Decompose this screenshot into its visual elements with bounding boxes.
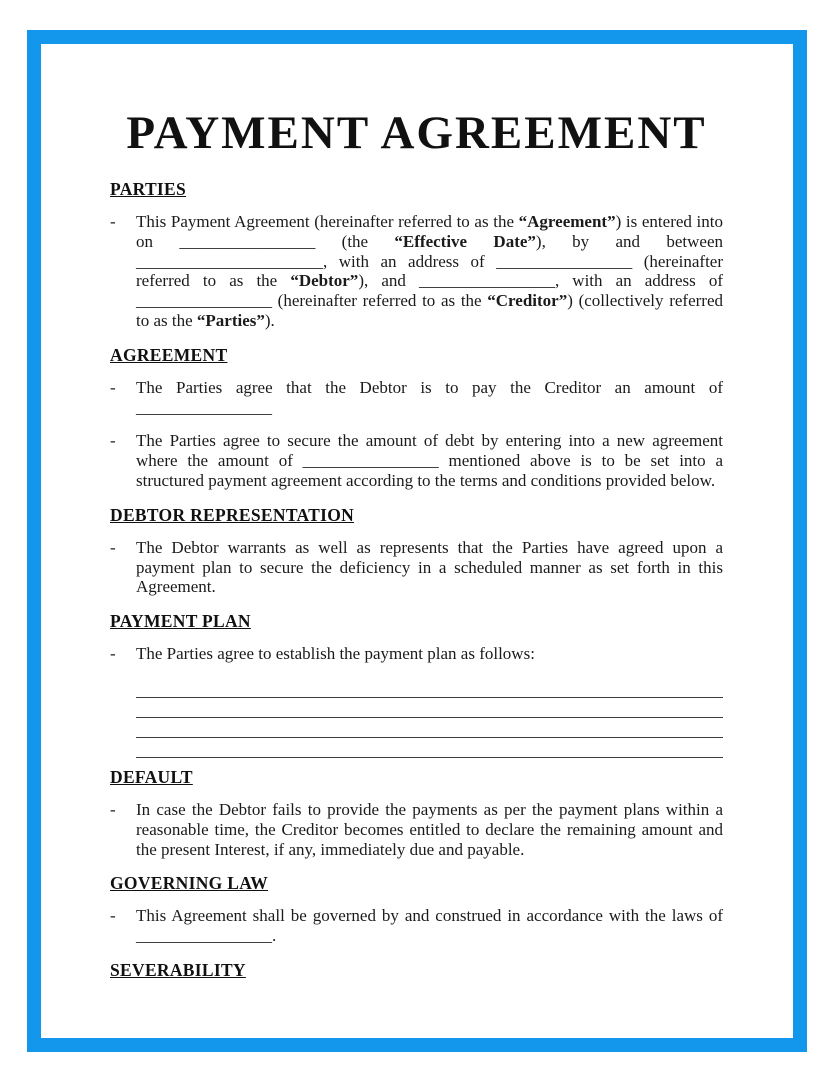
document-title: PAYMENT AGREEMENT — [126, 107, 707, 159]
defined-term: “Effective Date” — [394, 231, 536, 251]
list-dash-marker: - — [110, 212, 116, 231]
list-item — [110, 431, 723, 490]
text-segment: ), and ________________, with an address of ________________ (hereinafter referred to as the — [136, 271, 724, 311]
blank-rule-line — [136, 698, 723, 718]
defined-term: “Debtor” — [290, 271, 359, 291]
section-heading: SEVERABILITY — [110, 959, 246, 980]
blank-rule-line — [136, 738, 723, 758]
list-item-text — [136, 906, 723, 946]
list-dash-marker: - — [110, 537, 116, 557]
document-section — [110, 873, 723, 946]
list-dash-marker: - — [110, 644, 116, 664]
document-section — [110, 960, 723, 980]
list-item — [110, 538, 723, 597]
list-item — [110, 906, 723, 946]
text-segment: The Parties agree to establish the payment plan as follows: — [136, 644, 535, 664]
fill-in-lines — [136, 678, 723, 758]
section-heading: GOVERNING LAW — [110, 873, 269, 894]
defined-term: “Agreement” — [518, 212, 616, 231]
text-segment: ) (collectively referred to as the — [136, 291, 723, 330]
text-segment: The Parties agree to secure the amount of debt by entering into a new agreement where the amount of ________________ mentioned above is to be set into a structured payment agreement according to the terms and conditions provided below. — [136, 431, 723, 490]
page-border-frame — [27, 30, 807, 1052]
document-section — [110, 505, 723, 597]
text-segment: This Payment Agreement (hereinafter referred to as the — [136, 212, 519, 231]
section-heading: DEFAULT — [110, 766, 193, 787]
document-section — [110, 767, 723, 859]
document-page — [41, 44, 793, 1038]
list-item — [110, 378, 723, 418]
document-section — [110, 345, 723, 491]
section-heading: PARTIES — [110, 179, 187, 199]
text-segment: This Agreement shall be governed by and construed in accordance with the laws of ________________. — [136, 906, 723, 946]
list-item-text — [136, 800, 723, 859]
document-sections — [110, 179, 723, 980]
text-segment: ), by and between ______________________, with an address of ________________ (hereinafter referred to as the — [136, 231, 723, 291]
section-heading: DEBTOR REPRESENTATION — [110, 504, 355, 525]
list-dash-marker: - — [110, 377, 116, 397]
section-heading: AGREEMENT — [110, 344, 228, 365]
text-segment: ) is entered into on ________________ (the — [136, 212, 723, 251]
defined-term: “Parties” — [196, 310, 265, 330]
list-dash-marker: - — [110, 906, 116, 926]
document-section — [110, 611, 723, 758]
text-segment: The Parties agree that the Debtor is to pay the Creditor an amount of ________________ — [136, 377, 723, 417]
list-item-text — [136, 644, 723, 664]
list-item-text — [136, 378, 723, 418]
document-section — [110, 179, 723, 331]
text-segment: The Debtor warrants as well as represents that the Parties have agreed upon a payment plan to secure the deficiency in a scheduled manner as set forth in this Agreement. — [136, 537, 723, 597]
text-segment: ). — [264, 310, 275, 330]
blank-rule-line — [136, 718, 723, 738]
list-dash-marker: - — [110, 431, 116, 451]
list-dash-marker: - — [110, 799, 116, 819]
list-item-text — [136, 538, 723, 597]
section-heading: PAYMENT PLAN — [110, 611, 251, 632]
list-item — [110, 212, 723, 331]
list-item-text — [136, 212, 723, 331]
text-segment: In case the Debtor fails to provide the payments as per the payment plans within a reasonable time, the Creditor becomes entitled to declare the remaining amount and the present Interest, if any, immediately due and payable. — [136, 799, 723, 859]
defined-term: “Creditor” — [487, 291, 568, 311]
list-item-text — [136, 431, 723, 490]
list-item — [110, 800, 723, 859]
list-item — [110, 644, 723, 664]
blank-rule-line — [136, 678, 723, 698]
